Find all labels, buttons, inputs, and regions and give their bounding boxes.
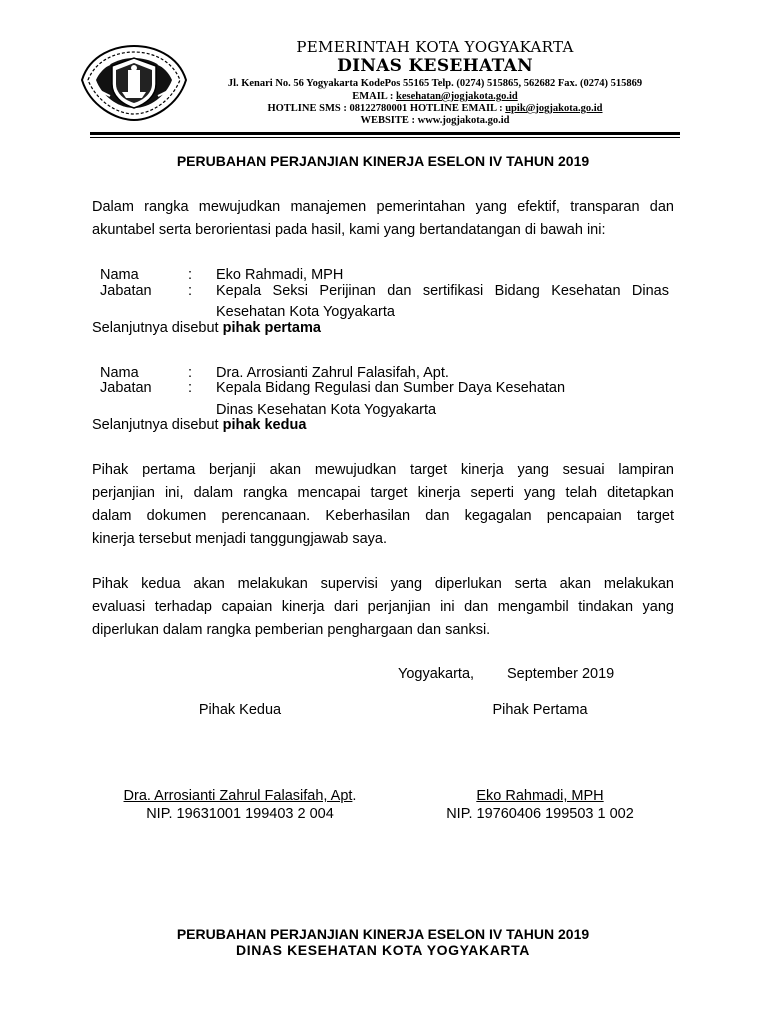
para1-line-3: dalam dokumen perencanaan. Keberhasilan dan kegagalan pencapaian target xyxy=(92,508,674,524)
party1-designation xyxy=(92,319,321,337)
para1-line-4: kinerja tersebut menjadi tanggungjawab saya. xyxy=(92,531,388,547)
left-signatory-name-suffix: . xyxy=(352,788,357,804)
para2-line-3: diperlukan dalam rangka pemberian penghargaan dan sanksi. xyxy=(92,622,491,638)
party2-designation xyxy=(92,416,306,434)
party1-position-label: Jabatan xyxy=(100,283,152,299)
city-emblem xyxy=(76,40,192,124)
email-link[interactable]: kesehatan@jogjakota.go.id xyxy=(395,91,518,102)
party1-name-colon: : xyxy=(188,267,193,283)
party2-name-colon: : xyxy=(188,365,193,381)
right-signatory-nip: NIP. 19760406 199503 1 002 xyxy=(446,806,634,822)
place: Yogyakarta, xyxy=(398,666,475,682)
party2-position-label: Jabatan xyxy=(100,380,152,396)
left-signatory-role: Pihak Kedua xyxy=(198,702,282,718)
footer-title-line2: DINAS KESEHATAN KOTA YOGYAKARTA xyxy=(236,942,530,958)
party2-position-line2: Dinas Kesehatan Kota Yogyakarta xyxy=(216,402,437,418)
left-signatory-nip: NIP. 19631001 199403 2 004 xyxy=(146,806,334,822)
para1-line-2: perjanjian ini, dalam rangka mencapai target kinerja seperti yang telah ditetapkan xyxy=(92,485,674,501)
letterhead-line1: PEMERINTAH KOTA YOGYAKARTA xyxy=(296,38,574,56)
intro-line-1: Dalam rangka mewujudkan manajemen pemerintahan yang efektif, transparan dan xyxy=(92,199,674,215)
para2-line-2: evaluasi terhadap capaian kinerja dari perjanjian ini dan mengambil tindakan yang xyxy=(92,599,674,615)
party1-designation-term: pihak pertama xyxy=(222,320,321,336)
party2-position-colon: : xyxy=(188,380,193,396)
letterhead-line2: DINAS KESEHATAN xyxy=(337,56,533,76)
party1-position-line2: Kesehatan Kota Yogyakarta xyxy=(216,304,395,320)
party1-position-line1: Kepala Seksi Perijinan dan sertifikasi Bidang Kesehatan Dinas xyxy=(216,283,669,299)
party1-position-colon: : xyxy=(188,283,193,299)
hotline-email-link[interactable]: upik@jogjakota.go.id xyxy=(505,103,603,114)
letterhead-hotline-line xyxy=(200,103,670,114)
header-rule-thick xyxy=(90,132,680,135)
hotline-text: HOTLINE SMS : 08122780001 HOTLINE EMAIL : xyxy=(267,103,506,114)
right-signatory-role: Pihak Pertama xyxy=(492,702,588,718)
letterhead-email-line xyxy=(200,91,670,102)
para1-line-1: Pihak pertama berjanji akan mewujudkan target kinerja yang sesuai lampiran xyxy=(92,462,674,478)
left-signatory-name xyxy=(90,787,390,805)
party1-name-label: Nama xyxy=(100,267,139,283)
party2-designation-term: pihak kedua xyxy=(222,417,307,433)
intro-line-2: akuntabel serta berorientasi pada hasil, kami yang bertandatangan di bawah ini: xyxy=(92,222,606,238)
party2-name: Dra. Arrosianti Zahrul Falasifah, Apt. xyxy=(216,365,449,381)
party2-designation-prefix: Selanjutnya disebut xyxy=(92,417,223,433)
party2-name-label: Nama xyxy=(100,365,139,381)
party2-position-line1: Kepala Bidang Regulasi dan Sumber Daya Kesehatan xyxy=(216,380,566,396)
left-signatory-name-text: Dra. Arrosianti Zahrul Falasifah, Apt xyxy=(123,788,353,804)
para2-line-1: Pihak kedua akan melakukan supervisi yang diperlukan serta akan melakukan xyxy=(92,576,674,592)
party1-name: Eko Rahmadi, MPH xyxy=(216,267,344,283)
date: September 2019 xyxy=(507,666,615,682)
email-label: EMAIL : xyxy=(352,91,396,102)
letterhead-address: Jl. Kenari No. 56 Yogyakarta KodePos 55165 Telp. (0274) 515865, 562682 Fax. (0274) 515869 xyxy=(227,78,643,89)
letterhead-website: WEBSITE : www.jogjakota.go.id xyxy=(360,115,510,126)
document-title: PERUBAHAN PERJANJIAN KINERJA ESELON IV TAHUN 2019 xyxy=(176,153,590,169)
right-signatory-name xyxy=(390,787,690,805)
party1-designation-prefix: Selanjutnya disebut xyxy=(92,320,223,336)
header-rule-thin xyxy=(90,137,680,138)
footer-title-line1: PERUBAHAN PERJANJIAN KINERJA ESELON IV TAHUN 2019 xyxy=(176,926,590,942)
right-signatory-name-text: Eko Rahmadi, MPH xyxy=(476,788,604,804)
